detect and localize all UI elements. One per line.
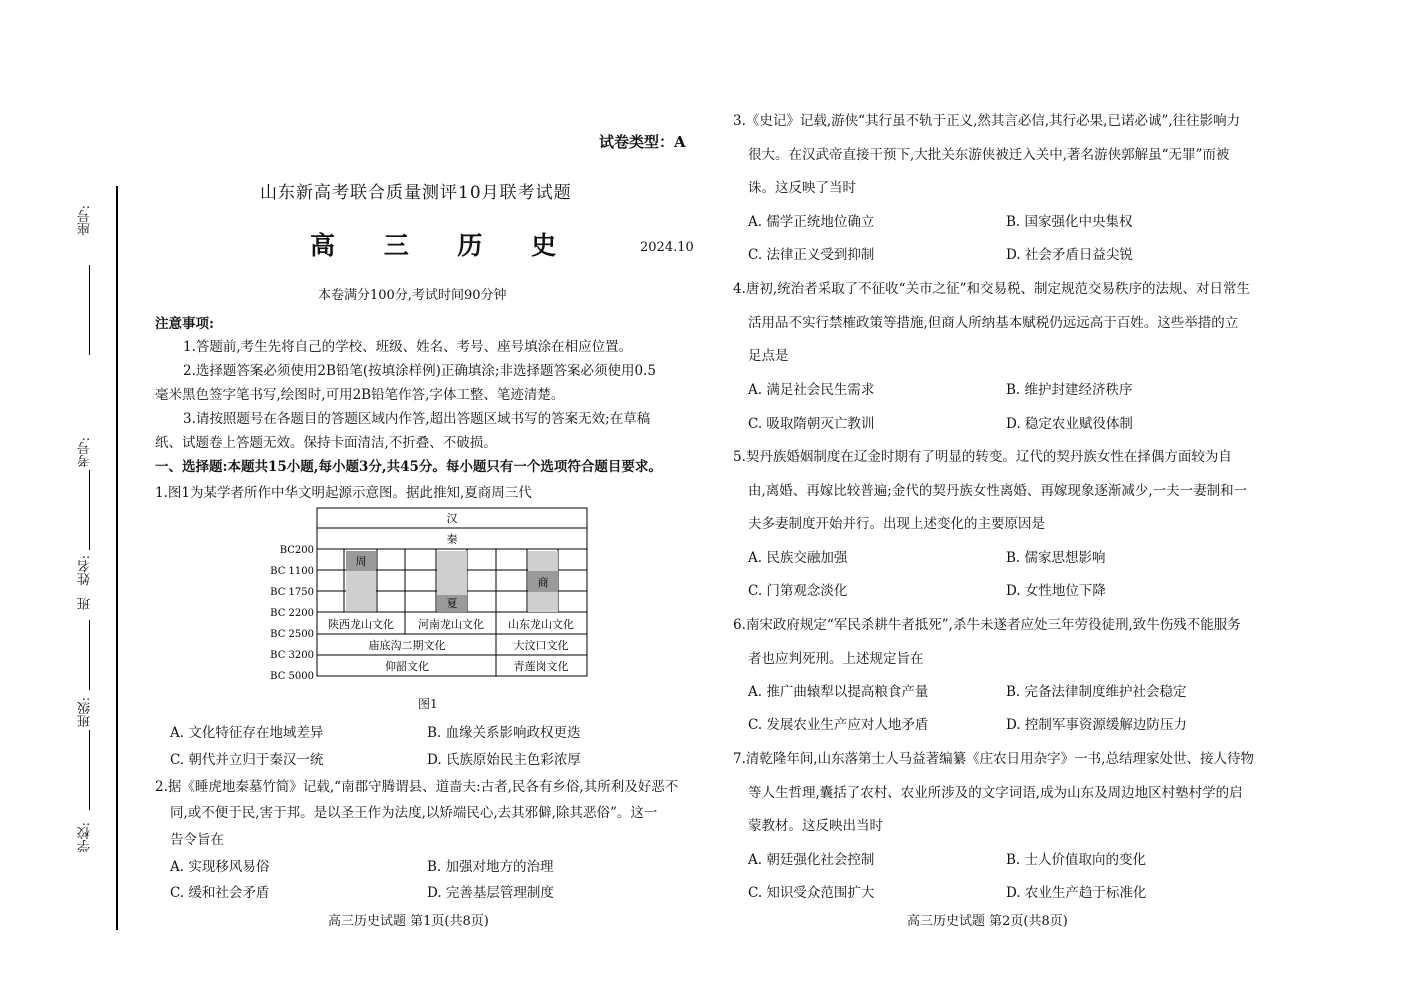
q7-option-a[interactable]: A. 朝廷强化社会控制 xyxy=(748,852,875,868)
q3-option-b[interactable]: B. 国家强化中央集权 xyxy=(1006,214,1133,230)
exam-info: 本卷满分100分,考试时间90分钟 xyxy=(318,288,507,303)
y-tick-4: BC 2200 xyxy=(270,608,314,619)
q4-option-c[interactable]: C. 吸取隋朝灭亡教训 xyxy=(748,416,875,432)
q3-option-d[interactable]: D. 社会矛盾日益尖锐 xyxy=(1006,247,1133,263)
q5-option-c[interactable]: C. 门第观念淡化 xyxy=(748,583,848,599)
y-tick-7: BC 5000 xyxy=(270,671,314,682)
q6-option-c[interactable]: C. 发展农业生产应对人地矛盾 xyxy=(748,717,929,733)
culture-miaodigou: 庙底沟二期文化 xyxy=(368,639,446,652)
bar-zhou-light xyxy=(346,571,376,611)
q3-line-2: 很大。在汉武帝直接干预下,大批关东游侠被迁入关中,著名游侠郭解虽“无罪”而被 xyxy=(748,147,1230,163)
q1-option-c[interactable]: C. 朝代并立归于秦汉一统 xyxy=(170,752,324,768)
q5-option-b[interactable]: B. 儒家思想影响 xyxy=(1006,550,1106,566)
q2-line-2: 同,或不便于民,害于邦。是以圣王作为法度,以矫端民心,去其邪僻,除其恶俗”。这一 xyxy=(170,805,658,821)
note-1: 1.答题前,考生先将自己的学校、班级、姓名、考号、座号填涂在相应位置。 xyxy=(183,339,633,355)
row-han: 汉 xyxy=(446,512,458,525)
q3-option-c[interactable]: C. 法律正义受到抑制 xyxy=(748,247,875,263)
binding-line xyxy=(116,186,118,930)
figure-1-caption: 图1 xyxy=(418,697,438,711)
q4-option-d[interactable]: D. 稳定农业赋役体制 xyxy=(1006,416,1133,432)
seat-label: 座号: xyxy=(78,205,93,236)
note-3b: 纸、试题卷上答题无效。保持卡面清洁,不折叠、不破损。 xyxy=(155,435,497,451)
name-label: 姓名: xyxy=(78,555,93,586)
exam-no-label: 考号: xyxy=(78,437,93,468)
bar-shang-light-top xyxy=(528,551,558,571)
culture-shaanxi: 陕西龙山文化 xyxy=(328,618,394,631)
notes-title: 注意事项: xyxy=(155,316,214,332)
q2-option-c[interactable]: C. 缓和社会矛盾 xyxy=(170,885,270,901)
q3-line-3: 诛。这反映了当时 xyxy=(748,180,856,196)
q2-option-d[interactable]: D. 完善基层管理制度 xyxy=(427,885,554,901)
figure-1-chart xyxy=(270,506,590,682)
q7-option-c[interactable]: C. 知识受众范围扩大 xyxy=(748,885,875,901)
q2-line-3: 告令旨在 xyxy=(170,832,224,848)
q2-line-1: 2.据《睡虎地秦墓竹简》记载,“南郡守腾谓县、道啬夫:古者,民各有乡俗,其所利及好恶不 xyxy=(155,779,679,795)
culture-henan: 河南龙山文化 xyxy=(418,618,484,631)
bar-shang-light-bottom xyxy=(528,592,558,612)
culture-yangshao: 仰韶文化 xyxy=(385,660,429,673)
exam-date: 2024.10 xyxy=(640,240,694,255)
q7-option-b[interactable]: B. 士人价值取向的变化 xyxy=(1006,852,1147,868)
footer-page-2: 高三历史试题 第2页(共8页) xyxy=(907,914,1068,929)
q2-option-b[interactable]: B. 加强对地方的治理 xyxy=(427,859,554,875)
q6-option-a[interactable]: A. 推广曲辕犁以提高粮食产量 xyxy=(748,684,929,700)
q5-line-2: 由,离婚、再嫁比较普遍;金代的契丹族女性离婚、再嫁现象逐渐减少,一夫一妻制和一 xyxy=(748,483,1248,499)
note-2a: 2.选择题答案必须使用2B铅笔(按填涂样例)正确填涂;非选择题答案必须使用0.5 xyxy=(183,363,656,379)
bar-xia-light xyxy=(437,551,467,595)
q1-option-b[interactable]: B. 血缘关系影响政权更迭 xyxy=(427,725,581,741)
section-1-heading: 一、选择题:本题共15小题,每小题3分,共45分。每小题只有一个选项符合题目要求。 xyxy=(155,459,662,475)
q7-line-2: 等人生哲理,囊括了农村、农业所涉及的文字词语,成为山东及周边地区村塾村学的启 xyxy=(748,785,1243,801)
q5-line-3: 夫多妻制度开始并行。出现上述变化的主要原因是 xyxy=(748,516,1045,532)
q1-option-a[interactable]: A. 文化特征存在地域差异 xyxy=(170,725,324,741)
name-line xyxy=(89,620,90,690)
q6-line-1: 6.南宋政府规定“军民杀耕牛者抵死”,杀牛未遂者应处三年劳役徒刑,致牛伤残不能服务 xyxy=(733,617,1241,633)
school-label: 学校: xyxy=(78,822,93,853)
subject-title: 高 三 历 史 xyxy=(310,231,577,260)
culture-dawenkou: 大汶口文化 xyxy=(513,639,569,652)
y-tick-3: BC 1750 xyxy=(270,587,314,598)
y-tick-1: BC200 xyxy=(279,545,314,556)
note-2b: 毫米黑色签字笔书写,绘图时,可用2B铅笔作答,字体工整、笔迹清楚。 xyxy=(155,387,565,403)
label-shang: 商 xyxy=(537,576,549,589)
q5-option-d[interactable]: D. 女性地位下降 xyxy=(1006,583,1106,599)
y-tick-6: BC 3200 xyxy=(270,650,314,661)
q2-option-a[interactable]: A. 实现移风易俗 xyxy=(170,859,270,875)
exam-no-line xyxy=(89,470,90,550)
q3-option-a[interactable]: A. 儒学正统地位确立 xyxy=(748,214,875,230)
q6-option-b[interactable]: B. 完备法律制度维护社会稳定 xyxy=(1006,684,1187,700)
q1-option-d[interactable]: D. 氏族原始民主色彩浓厚 xyxy=(427,752,581,768)
class-line xyxy=(89,730,90,810)
row-qin: 秦 xyxy=(446,533,458,546)
q7-line-3: 蒙教材。这反映出当时 xyxy=(748,818,883,834)
label-zhou: 周 xyxy=(355,555,367,568)
y-tick-5: BC 2500 xyxy=(270,629,314,640)
paper-type: 试卷类型：A xyxy=(599,133,686,151)
q1-stem: 1.图1为某学者所作中华文明起源示意图。据此推知,夏商周三代 xyxy=(155,485,532,501)
q7-line-1: 7.清乾隆年间,山东落第士人马益著编纂《庄农日用杂字》一书,总结理家处世、接人待物 xyxy=(733,751,1254,767)
seat-line xyxy=(89,265,90,355)
q4-line-1: 4.唐初,统治者采取了不征收“关市之征”和交易税、制定规范交易秩序的法规、对日常生 xyxy=(733,281,1250,297)
q6-option-d[interactable]: D. 控制军事资源缓解边防压力 xyxy=(1006,717,1187,733)
culture-qinglian: 青莲岗文化 xyxy=(513,660,569,673)
note-3a: 3.请按照题号在各题目的答题区域内作答,超出答题区域书写的答案无效;在草稿 xyxy=(183,411,651,427)
q4-option-b[interactable]: B. 维护封建经济秩序 xyxy=(1006,382,1133,398)
label-xia: 夏 xyxy=(446,597,458,610)
q7-option-d[interactable]: D. 农业生产趋于标准化 xyxy=(1006,885,1147,901)
class-label: 班级: xyxy=(78,697,93,728)
q6-line-2: 者也应判死刑。上述规定旨在 xyxy=(748,651,924,667)
exam-title: 山东新高考联合质量测评10月联考试题 xyxy=(260,183,572,203)
q4-option-a[interactable]: A. 满足社会民生需求 xyxy=(748,382,875,398)
class-ban-label: 班 xyxy=(78,597,93,610)
q4-line-2: 活用品不实行禁榷政策等措施,但商人所纳基本赋税仍远远高于百姓。这些举措的立 xyxy=(748,315,1239,331)
culture-shandong: 山东龙山文化 xyxy=(508,618,574,631)
q4-line-3: 足点是 xyxy=(748,348,789,364)
y-tick-2: BC 1100 xyxy=(270,566,314,577)
footer-page-1: 高三历史试题 第1页(共8页) xyxy=(328,914,489,929)
q5-option-a[interactable]: A. 民族交融加强 xyxy=(748,550,848,566)
q3-line-1: 3.《史记》记载,游侠“其行虽不轨于正义,然其言必信,其行必果,已诺必诚”,往往影响力 xyxy=(733,113,1241,129)
q5-line-1: 5.契丹族婚姻制度在辽金时期有了明显的转变。辽代的契丹族女性在择偶方面较为自 xyxy=(733,449,1232,465)
